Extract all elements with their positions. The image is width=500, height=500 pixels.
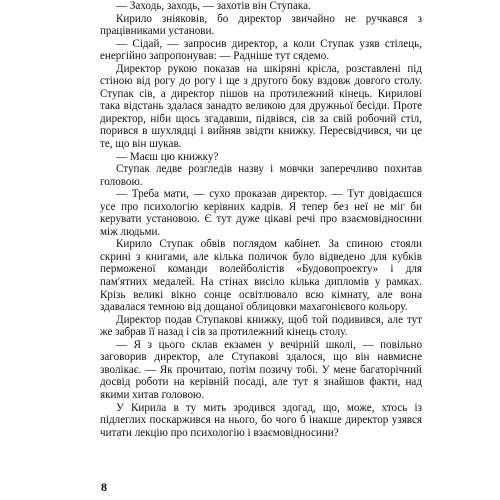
paragraph: — Заходь, заходь, — захотів він Ступака. — [116, 0, 311, 12]
page-number: 8 — [101, 480, 107, 494]
page-body-text — [100, 0, 422, 439]
paragraph: — Маєш цю книжку? — [116, 150, 219, 163]
paragraph: Директор рукою показав на шкіряні крісла, розставлені під стіною від рогу до рогу і ще з другого боку вздовж довгого столу. Ступак сів, а директор пішов на протилежний кінець. Кирилові така відстань здалася занадто великою для дружньої бесіди. Проте директор, ніби щось згадавши, підвівся, сів за свій робочий стіл, порився в шухлядці і вийняв звідти книжку. Пересвідчився, чи це те, що він шукав. — [100, 62, 422, 151]
paragraph: Ступак ледве розгледів назву і мовчки заперечливо похитав головою. — [100, 163, 422, 188]
paragraph: Кирило Ступак обвів поглядом кабінет. За спиною стояли скрині з книгами, але кілька поличок було відведено для кубків перможеної команди волейболістів «Будовопроекту» і для пам'ятних медалей. На стінах висіло кілька дипломів у рамках. Крізь великі вікно сонце освітлювало всю кімнату, але вона здавалася темною від дощаної облицовки махагонієвого кольору. — [100, 238, 422, 314]
paragraph: — Я з цього склав екзамен у вечірній школі, — повільно заговорив директор, але Ступакові здалося, що він навмисне зволікає. — Як прочитаю, потім позичу тобі. У мене багаторічний досвід роботи на керівній посаді, але тут я знайшов факти, над якими хитав головою. — [100, 338, 422, 401]
paragraph: Кирило зніяковів, бо директор звичайно не ручкався з працівниками установи. — [100, 12, 422, 38]
paragraph: Директор подав Ступакові книжку, щоб той подивився, але тут же забрав її назад і сів за протилежний кінець столу. — [100, 313, 422, 339]
paragraph: — Сідай, — запросив директор, а коли Ступак узяв стілець, енергійно запропонував: — Радніше тут сядемо. — [100, 37, 422, 63]
paragraph: У Кирила в ту мить зродився здогад, що, може, хтось із підлеглих поскаржився на нього, бо чого б інакше директор узявся читати лекцію про психологію і взаємовідносини? — [100, 401, 422, 439]
paragraph: — Треба мати, — сухо проказав директор. — Тут довідаєшся усе про психологію керівних кадрів. Я тепер без неї не міг би керувати установою. Є тут дуже цікаві речі про взаємовідносини між людьми. — [100, 188, 422, 238]
